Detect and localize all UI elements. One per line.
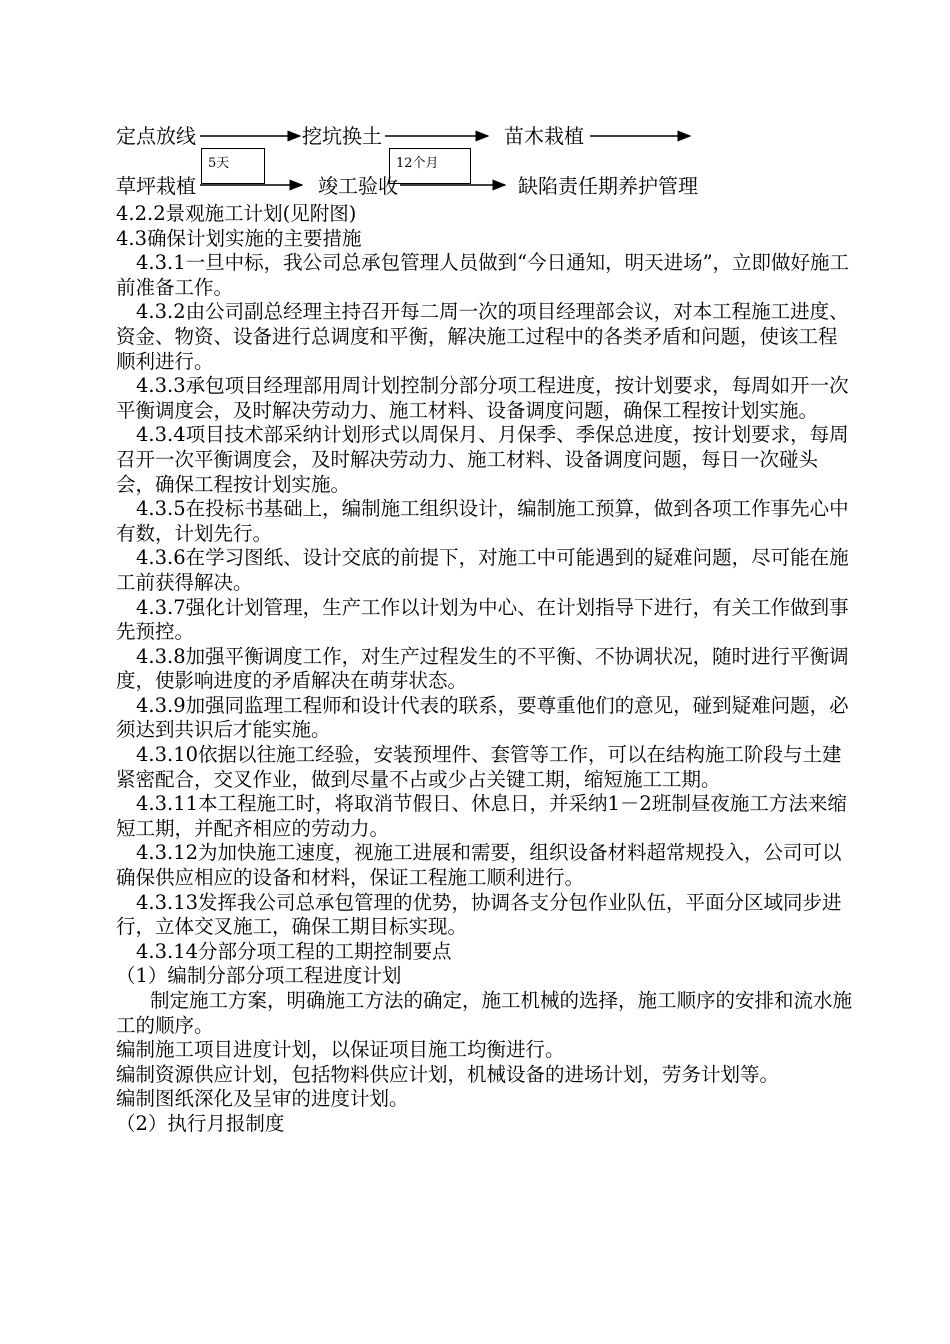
flow-step-3: 苗木栽植 [504,124,584,148]
paragraph-4-3-14: 4.3.14分部分项工程的工期控制要点 [136,939,452,963]
flow-step-6: 缺陷责任期养护管理 [518,174,698,198]
paragraph-4-3-8: 4.3.8加强平衡调度工作，对生产过程发生的不平衡、不协调状况，随时进行平衡调度，使影响进度的矛盾解决在萌芽状态。 [116,644,849,693]
heading-4-3: 4.3确保计划实施的主要措施 [116,226,362,250]
section-1-heading: （1）编制分部分项工程进度计划 [116,964,402,988]
section-1-item-2: 编制施工项目进度计划，以保证项目施工均衡进行。 [116,1038,565,1062]
section-2-heading: （2）执行月报制度 [116,1111,285,1135]
paragraph-4-3-12: 4.3.12为加快施工速度，视施工进展和需要，组织设备材料超常规投入，公司可以确保供应相应的设备和材料，保证工程施工顺利进行。 [116,841,842,890]
paragraph-4-3-2: 4.3.2由公司副总经理主持召开每二周一次的项目经理部会议，对本工程施工进度、资金、物资、设备进行总调度和平衡，解决施工过程中的各类矛盾和问题，使该工程顺利进行。 [116,300,849,373]
paragraph-4-3-6: 4.3.6在学习图纸、设计交底的前提下，对施工中可能遇到的疑难问题，尽可能在施工前获得解决。 [116,546,849,594]
paragraph-4-3-4: 4.3.4项目技术部采纳计划形式以周保月、月保季、季保总进度，按计划要求，每周召开一次平衡调度会，及时解决劳动力、施工材料、设备调度问题，每日一次碰头会，确保工程按计划实施。 [116,423,849,496]
section-1-item-1: 制定施工方案，明确施工方法的确定，施工机械的选择，施工顺序的安排和流水施工的顺序。 [116,989,853,1037]
paragraph-4-3-10: 4.3.10依据以往施工经验，安装预埋件、套管等工作，可以在结构施工阶段与土建紧密配合，交叉作业，做到尽量不占或少占关键工期，缩短施工工期。 [116,743,842,791]
flow-step-1: 定点放线 [116,124,196,148]
paragraph-4-3-3: 4.3.3承包项目经理部用周计划控制分部分项工程进度，按计划要求，每周如开一次平衡调度会，及时解决劳动力、施工材料、设备调度问题，确保工程按计划实施。 [116,374,849,422]
paragraph-4-3-1: 4.3.1一旦中标，我公司总承包管理人员做到“今日通知，明天进场”，立即做好施工前准备工作。 [116,251,850,299]
flow-diagram [0,0,950,210]
paragraph-4-3-11: 4.3.11本工程施工时，将取消节假日、休息日，并采纳1－2班制昼夜施工方法来缩短工期，并配齐相应的劳动力。 [116,792,847,840]
duration-label-5-days: 5天 [208,156,230,171]
flow-step-2: 挖坑换土 [302,124,382,148]
paragraph-4-3-13: 4.3.13发挥我公司总承包管理的优势，协调各支分包作业队伍，平面分区域同步进行，立体交叉施工，确保工期目标实现。 [116,890,842,939]
document-body [116,202,856,1137]
paragraph-4-3-5: 4.3.5在投标书基础上，编制施工组织设计，编制施工预算，做到各项工作事先心中有数，计划先行。 [116,497,849,545]
paragraph-4-3-9: 4.3.9加强同监理工程师和设计代表的联系，要尊重他们的意见，碰到疑难问题，必须达到共识后才能实施。 [116,693,849,742]
flow-step-4: 草坪栽植 [116,174,196,198]
section-1-item-4: 编制图纸深化及呈审的进度计划。 [116,1087,409,1111]
duration-label-12-months: 12个月 [396,156,439,171]
flow-step-5: 竣工验收 [318,174,398,198]
heading-4-2-2: 4.2.2景观施工计划(见附图) [116,202,357,225]
duration-box-12-months [389,148,471,184]
duration-box-5-days [201,148,265,184]
section-1-item-3: 编制资源供应计划，包括物料供应计划，机械设备的进场计划，劳务计划等。 [116,1062,780,1086]
paragraph-4-3-7: 4.3.7强化计划管理，生产工作以计划为中心、在计划指导下进行，有关工作做到事先预控。 [116,595,849,644]
